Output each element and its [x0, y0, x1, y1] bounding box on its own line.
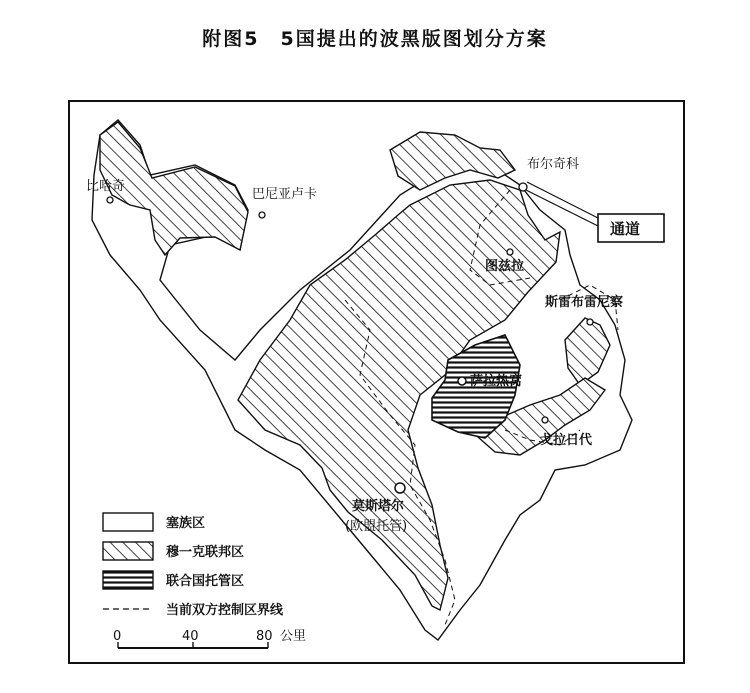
label-brcko: 布尔奇科: [527, 157, 580, 172]
label-srebrenica: 斯雷布雷尼察: [545, 295, 624, 310]
label-mostar: 莫斯塔尔: [352, 499, 405, 514]
label-sarajevo: 萨拉热窝: [470, 374, 523, 389]
scale-bar: [113, 629, 306, 648]
legend-label-un: 联合国托管区: [166, 574, 245, 589]
label-tuzla: 图兹拉: [485, 259, 525, 274]
legend-swatch-un: [103, 571, 153, 589]
label-bihac: 比哈奇: [86, 179, 126, 194]
legend-label-federation: 穆一克联邦区: [166, 545, 245, 560]
legend-label-line: 当前双方控制区界线: [166, 603, 284, 618]
label-mostar-note: (欧盟托管): [345, 519, 408, 534]
legend-swatch-federation: [103, 542, 153, 560]
sarajevo-marker: [458, 377, 466, 385]
tuzla-marker: [507, 249, 513, 255]
mostar-marker: [395, 483, 405, 493]
scale-tick-label-40: 40: [182, 629, 199, 644]
scale-tick-label-80: 80: [256, 629, 273, 644]
legend-label-serb: 塞族区: [166, 516, 206, 531]
label-banja-luka: 巴尼亚卢卡: [252, 187, 318, 202]
map-title: 附图5 5国提出的波黑版图划分方案: [202, 28, 548, 50]
legend: [103, 513, 284, 618]
corridor-label: 通道: [610, 220, 641, 238]
bihac-marker: [107, 197, 113, 203]
gorazde-marker: [542, 417, 548, 423]
srebrenica-marker: [587, 319, 593, 325]
brcko-marker: [519, 183, 527, 191]
scale-unit: 公里: [280, 629, 307, 644]
scale-tick-label-0: 0: [113, 629, 122, 644]
banja-luka-marker: [259, 212, 265, 218]
legend-swatch-serb: [103, 513, 153, 531]
label-gorazde: 戈拉日代: [540, 433, 593, 448]
